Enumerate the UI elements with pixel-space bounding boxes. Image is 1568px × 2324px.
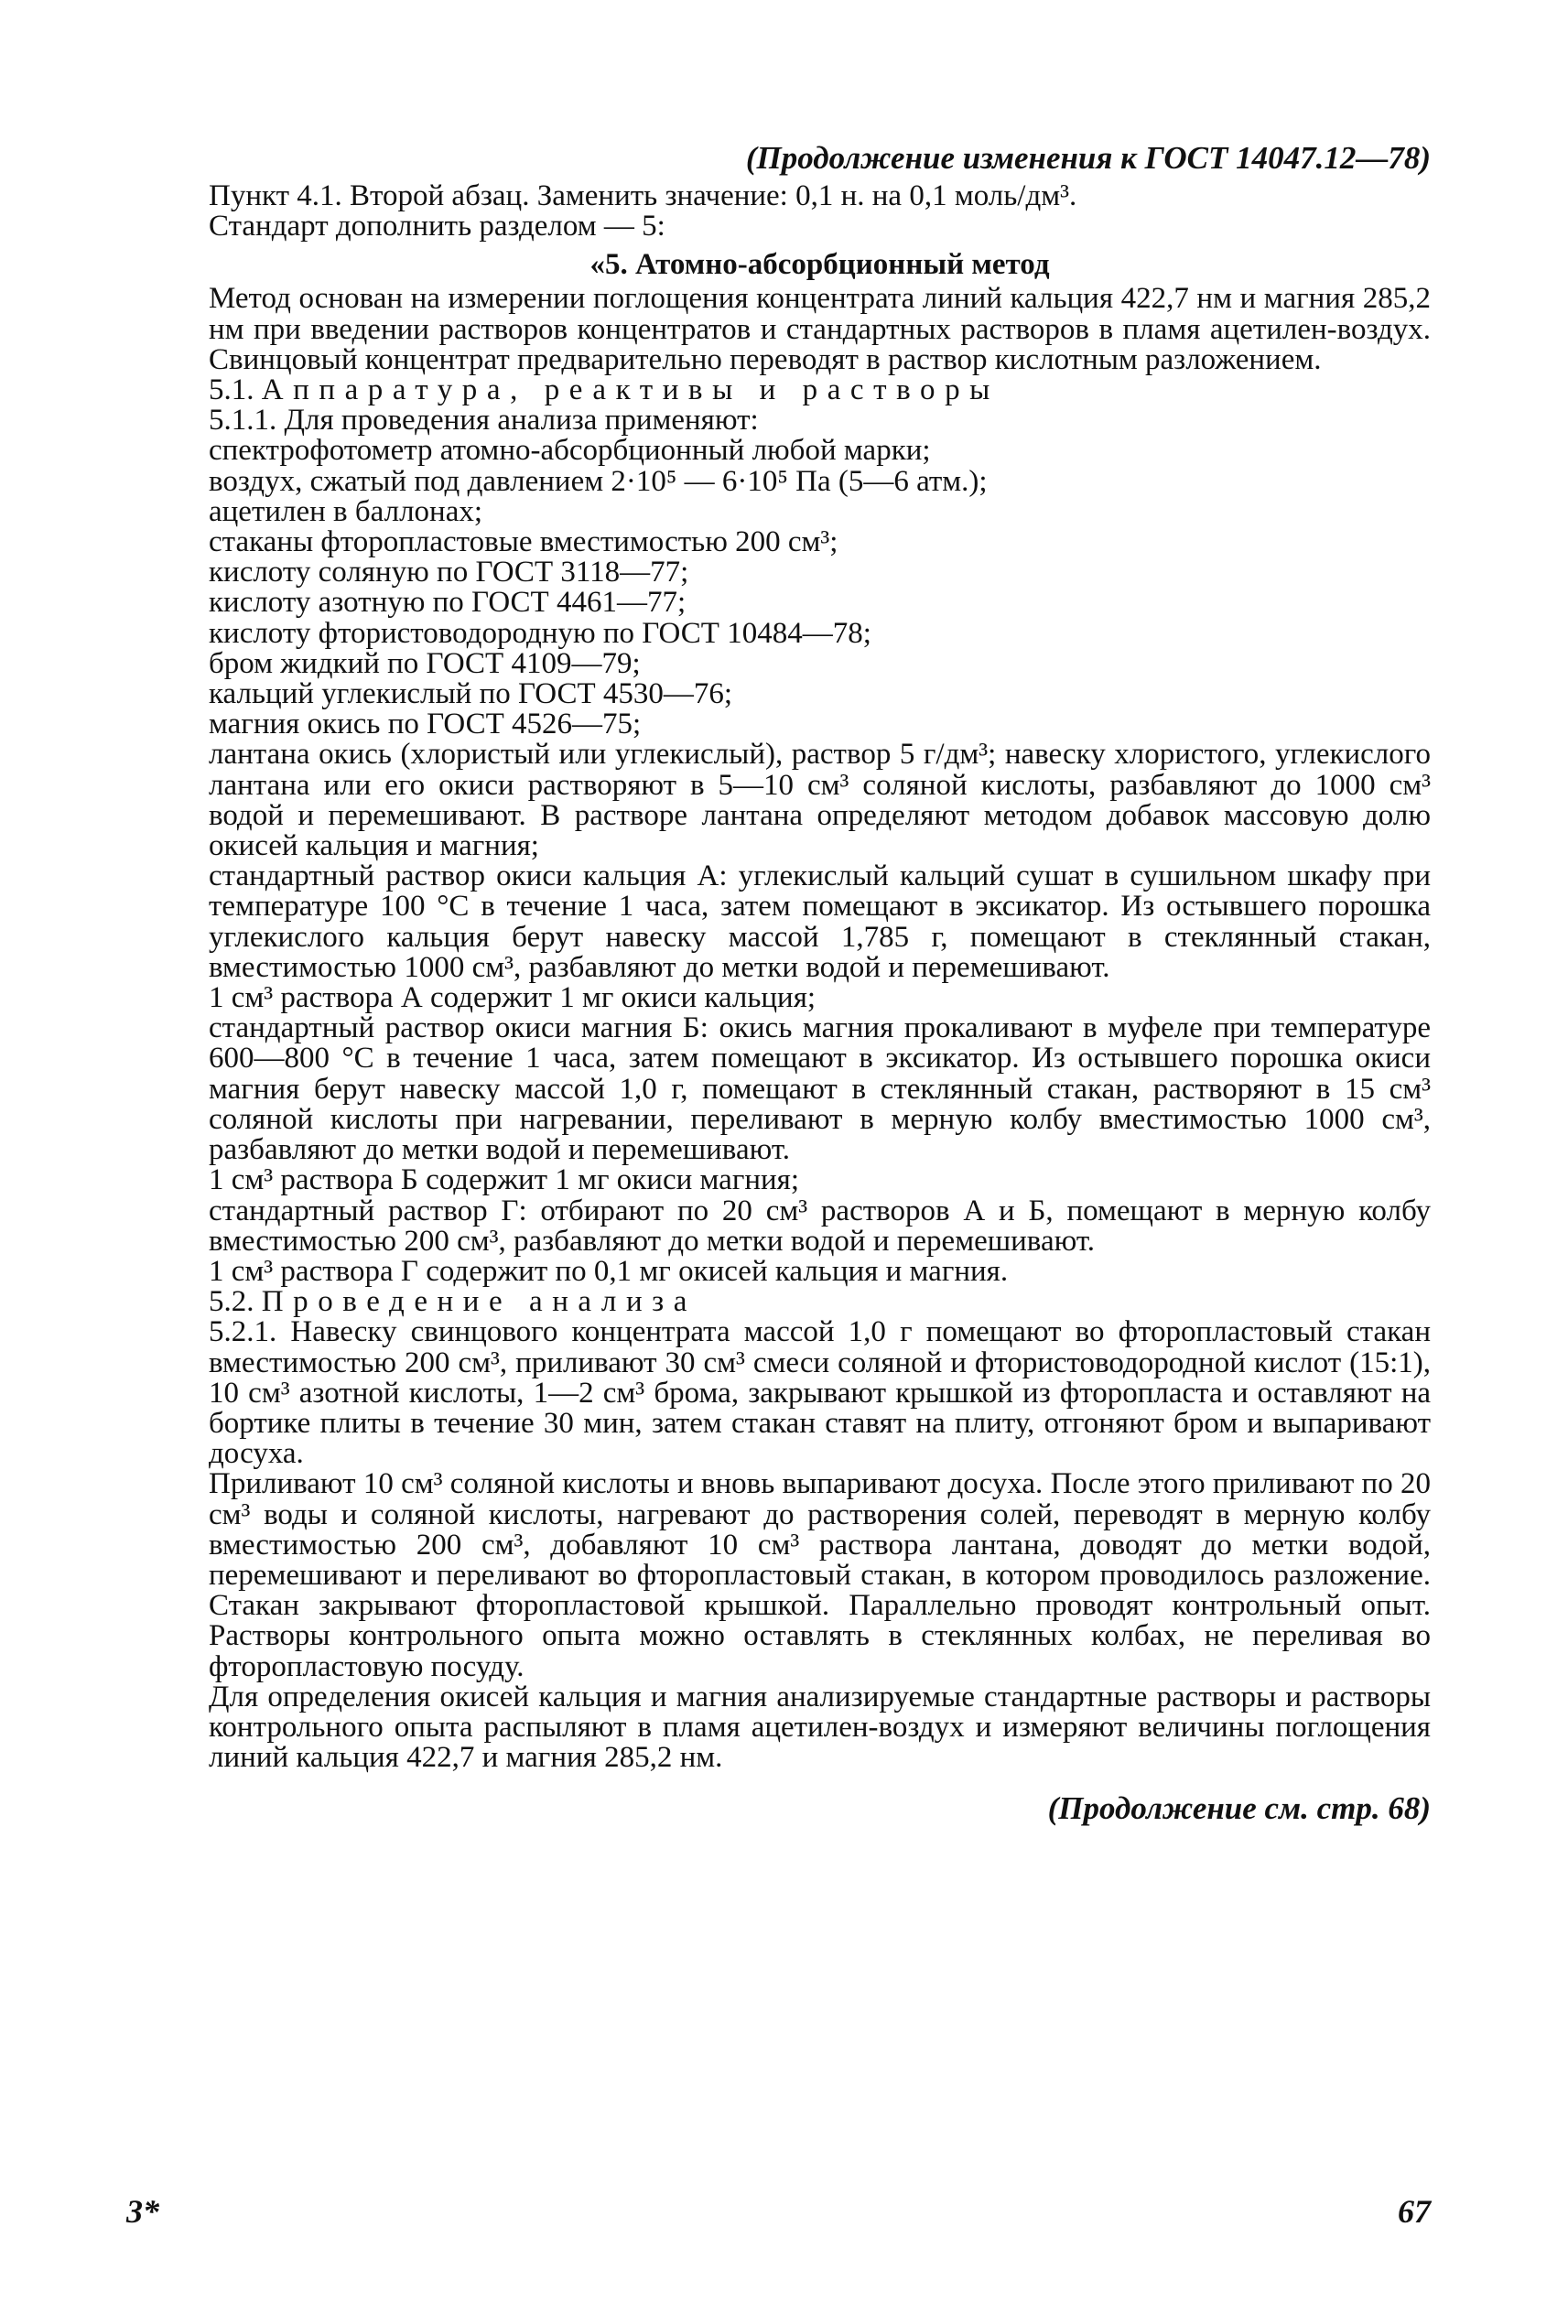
lanthanum-paragraph: лантана окись (хлористый или углекислый), раствор 5 г/дм³; навеску хлористого, углекислого лантана или его окиси растворяют в 5—10 см³ соляной кислоты, разбавляют до 1000 см³ водой и перемешивают. В растворе лантана определяют методом добавок массовую долю окисей кальция и магния; <box>209 738 1431 863</box>
page-number: 67 <box>1398 2193 1431 2230</box>
intro-line-2: Стандарт дополнить разделом — 5: <box>209 210 665 243</box>
subsection-5-1 <box>209 375 1431 405</box>
equipment-item: стаканы фторопластовые вместимостью 200 см³; <box>209 525 838 559</box>
solution-a-paragraph: стандартный раствор окиси кальция А: углекислый кальций сушат в сушильном шкафу при температуре 100 °С в течение 1 часа, затем помещают в эксикатор. Из остывшего порошка углекислого кальция берут навеску массой 1,785 г, помещают в стеклянный стакан, вместимостью 1000 см³, разбавляют до метки водой и перемешивают. <box>209 859 1431 984</box>
solution-b-note: 1 см³ раствора Б содержит 1 мг окиси магния; <box>209 1163 800 1197</box>
equipment-item: кислоту соляную по ГОСТ 3118—77; <box>209 556 689 589</box>
equipment-item: спектрофотометр атомно-абсорбционный любой марки; <box>209 434 931 468</box>
subsection-5-1-title: Аппаратура, реактивы и растворы <box>261 373 1000 407</box>
method-paragraph: Метод основан на измерении поглощения концентрата линий кальция 422,7 нм и магния 285,2 нм при введении растворов концентратов и стандартных растворов в пламя ацетилен-воздух. Свинцовый концентрат предварительно переводят в раствор кислотным разложением. <box>209 282 1431 376</box>
continuation-footer: (Продолжение см. стр. 68) <box>1047 1790 1431 1827</box>
intro-line-1: Пункт 4.1. Второй абзац. Заменить значение: 0,1 н. на 0,1 моль/дм³. <box>209 179 1077 212</box>
subsection-5-2-number: 5.2. <box>209 1285 254 1319</box>
subsection-5-1-number: 5.1. <box>209 373 254 407</box>
equipment-item: кислоту азотную по ГОСТ 4461—77; <box>209 586 687 620</box>
subsection-5-2-title: Проведение анализа <box>261 1285 697 1319</box>
equipment-item: кальций углекислый по ГОСТ 4530—76; <box>209 677 733 711</box>
equipment-item: ацетилен в баллонах; <box>209 494 483 528</box>
solution-a-note: 1 см³ раствора А содержит 1 мг окиси кальция; <box>209 981 816 1015</box>
solution-g-note: 1 см³ раствора Г содержит по 0,1 мг окисей кальция и магния. <box>209 1254 1009 1288</box>
equipment-item: магния окись по ГОСТ 4526—75; <box>209 708 642 741</box>
continuation-header: (Продолжение изменения к ГОСТ 14047.12—78) <box>745 140 1431 176</box>
equipment-item: бром жидкий по ГОСТ 4109—79; <box>209 646 641 680</box>
solution-g-paragraph: стандартный раствор Г: отбирают по 20 см³ растворов А и Б, помещают в мерную колбу вместимостью 200 см³, разбавляют до метки водой и перемешивают. <box>209 1194 1431 1258</box>
document-page <box>209 137 1431 1830</box>
subsection-5-2 <box>209 1287 1431 1317</box>
equipment-item: воздух, сжатый под давлением 2·10⁵ — 6·10⁵ Па (5—6 атм.); <box>209 464 988 498</box>
item-5-1-1: 5.1.1. Для проведения анализа применяют: <box>209 404 759 438</box>
signature-mark: 3* <box>126 2193 159 2230</box>
section-title: «5. Атомно-абсорбционный метод <box>589 248 1050 282</box>
solution-b-paragraph: стандартный раствор окиси магния Б: окись магния прокаливают в муфеле при температуре 600—800 °С в течение 1 часа, затем помещают в эксикатор. Из остывшего порошка окиси магния берут навеску массой 1,0 г, помещают в стеклянный стакан, растворяют в 15 см³ соляной кислоты при нагревании, переливают в мерную колбу вместимостью 1000 см³, разбавляют до метки водой и перемешивают. <box>209 1011 1431 1167</box>
equipment-item: кислоту фтористоводородную по ГОСТ 10484—78; <box>209 616 871 650</box>
measurement-paragraph: Для определения окисей кальция и магния анализируемые стандартные растворы и растворы контрольного опыта распыляют в пламя ацетилен-воздух и измеряют величины поглощения линий кальция 422,7 и магния 285,2 нм. <box>209 1680 1431 1775</box>
item-5-2-1: 5.2.1. Навеску свинцового концентрата массой 1,0 г помещают во фторопластовый стакан вместимостью 200 см³, приливают 30 см³ смеси соляной и фтористоводородной кислот (15:1), 10 см³ азотной кислоты, 1—2 см³ брома, закрывают крышкой из фторопласта и оставляют на бортике плиты в течение 30 мин, затем стакан ставят на плиту, отгоняют бром и выпаривают досуха. <box>209 1315 1431 1471</box>
item-5-2-1-continued: Приливают 10 см³ соляной кислоты и вновь выпаривают досуха. После этого приливают по 20 см³ воды и соляной кислоты, нагревают до растворения солей, переводят в мерную колбу вместимостью 200 см³, добавляют 10 см³ раствора лантана, доводят до метки водой, перемешивают и переливают во фторопластовый стакан, в котором проводилось разложение. Стакан закрывают фторопластовой крышкой. Параллельно проводят контрольный опыт. Растворы контрольного опыта можно оставлять в стеклянных колбах, не переливая во фторопластовую посуду. <box>209 1467 1431 1683</box>
